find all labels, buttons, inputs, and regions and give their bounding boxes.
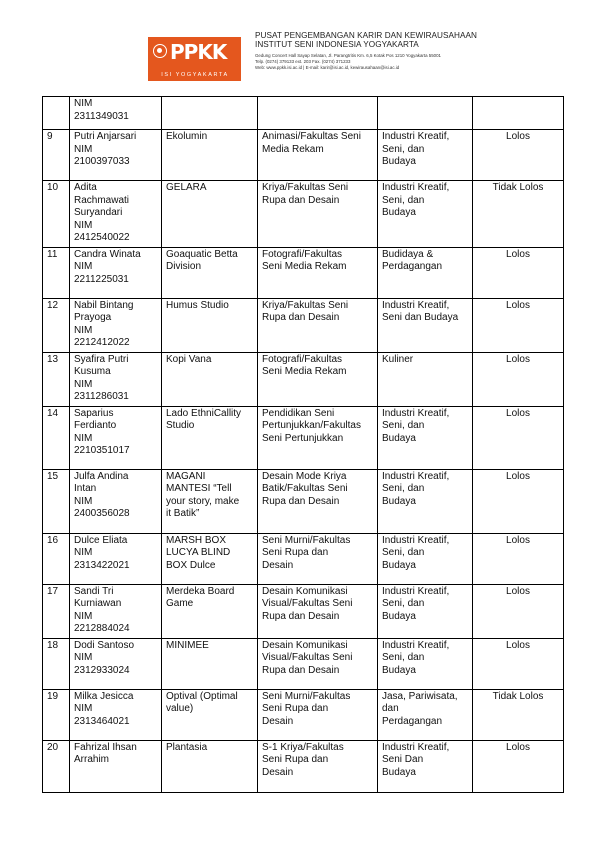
student-name-line: Saparius [74,407,114,419]
business-sector-line: Budaya [382,559,416,571]
study-program-line: Rupa dan Desain [262,312,340,323]
study-program-cell [258,469,378,533]
business-sector-cell [378,584,473,638]
student-name-line: Syafira Putri [74,353,129,365]
business-sector-line: dan [382,703,399,714]
study-program-line: Rupa dan Desain [262,194,340,206]
business-name-line: Humus Studio [166,299,229,311]
student-name-line: Kurniawan [74,598,122,609]
student-name-line: Intan [74,483,97,494]
business-sector-line: Budaya [382,610,416,622]
result-cell: Lolos [473,352,564,406]
result-cell: Tidak Lolos [473,181,564,248]
study-program-cell [258,740,378,792]
study-program-cell [258,181,378,248]
student-name-line: NIM [74,98,93,109]
row-number: 19 [43,689,70,740]
student-name-line: 2212412022 [74,337,130,348]
study-program-cell [258,406,378,469]
ppkk-logo [148,37,241,81]
result-cell: Lolos [473,533,564,584]
business-name-cell [162,689,258,740]
business-sector-line: Industri Kreatif, [382,131,450,142]
student-name-line: 2313422021 [74,559,130,571]
result-cell: Lolos [473,406,564,469]
student-name-line: NIM [74,219,93,231]
business-name-cell [162,406,258,469]
organization-block [255,31,480,71]
table-row [43,740,564,792]
business-sector-line: Budaya [382,156,416,167]
business-sector-line: Industri Kreatif, [382,534,450,546]
row-number: 10 [43,181,70,248]
student-name-line: Milka Jesicca [74,690,134,702]
business-sector-line: Budaya [382,207,416,218]
row-number: 18 [43,638,70,689]
row-number: 12 [43,298,70,352]
business-name-line: MANTESI “Tell [166,483,232,494]
business-name-line: Optival (Optimal [166,690,238,702]
study-program-line: Pertunjukkan/Fakultas [262,420,361,431]
business-name-cell [162,533,258,584]
study-program-line: Seni Rupa dan [262,547,329,558]
student-name-line: Dodi Santoso [74,639,135,651]
business-sector-line: Seni, dan [382,652,425,663]
business-sector-cell [378,247,473,298]
business-sector-line: Budidaya & [382,248,434,260]
business-name-line: Lado EthniCallity [166,407,242,419]
student-name-line: 2211225031 [74,273,129,285]
result-cell: Lolos [473,638,564,689]
study-program-line: Seni Murni/Fakultas [262,690,351,702]
business-sector-line: Industri Kreatif, [382,299,450,311]
business-name-line: value) [166,703,194,714]
student-name-cell [70,181,162,248]
business-sector-cell [378,130,473,181]
student-name-cell [70,584,162,638]
business-sector-cell [378,689,473,740]
study-program-line: Fotografi/Fakultas [262,248,343,260]
table-row [43,584,564,638]
business-sector-cell [378,533,473,584]
student-name-line: Putri Anjarsari [74,131,137,142]
business-name-line: MINIMEE [166,639,209,651]
student-name-cell [70,740,162,792]
business-name-cell [162,247,258,298]
result-cell: Lolos [473,130,564,181]
student-name-line: Fahrizal Ihsan [74,741,137,753]
row-number: 14 [43,406,70,469]
student-name-line: Julfa Andina [74,470,129,482]
study-program-line: Rupa dan Desain [262,664,340,676]
study-program-line: Animasi/Fakultas Seni [262,131,361,142]
student-name-line: Dulce Eliata [74,534,128,546]
student-name-line: NIM [74,610,93,622]
business-sector-cell [378,352,473,406]
business-name-cell [162,584,258,638]
business-name-line: it Batik” [166,508,200,519]
student-name-line: NIM [74,703,93,714]
student-name-line: Kusuma [74,366,111,377]
student-name-line: NIM [74,143,93,155]
logo-subtitle: ISI YOGYAKARTA [161,72,229,78]
row-number: 9 [43,130,70,181]
row-number: 17 [43,584,70,638]
student-name-line: Rachmawati [74,194,130,206]
business-name-line: Kopi Vana [166,353,212,365]
business-name-cell [162,638,258,689]
student-name-cell [70,406,162,469]
table-body [43,97,564,793]
letterhead [148,31,478,91]
business-name-cell [162,740,258,792]
study-program-cell [258,638,378,689]
row-number [43,97,70,130]
business-sector-cell [378,406,473,469]
student-name-line: 2400356028 [74,508,130,519]
study-program-line: Kriya/Fakultas Seni [262,299,349,311]
business-sector-line: Seni, dan [382,420,425,431]
student-name-line: Sandi Tri [74,585,114,597]
business-sector-line: Budaya [382,432,416,444]
phone-line: Telp. (0274) 379133 ext. 203 Fax. (0274) 371233 [255,58,351,64]
address-line: Gedung Concert Hall Sayap Selatan, Jl. Parangtritis Km. 6,5 Kotak Pos 1210 Yogyakarta 55001 [255,52,441,58]
result-cell: Lolos [473,584,564,638]
student-name-line: NIM [74,378,93,390]
student-name-cell [70,469,162,533]
study-program-line: S-1 Kriya/Fakultas [262,741,344,753]
business-sector-line: Perdagangan [382,261,443,272]
contact-line: Web: www.ppkk.isi.ac.id | E-mail: karir@isi.ac.id, kewirausahaan@isi.ac.id [255,64,400,70]
student-name-cell [70,130,162,181]
study-program-line: Kriya/Fakultas Seni [262,182,349,193]
student-name-line: Adita [74,182,97,193]
result-cell: Lolos [473,740,564,792]
business-name-cell [162,298,258,352]
business-sector-line: Budaya [382,766,416,778]
org-name: PUSAT PENGEMBANGAN KARIR DAN KEWIRAUSAHAAN [255,31,477,40]
business-name-line: Division [166,261,202,272]
study-program-line: Batik/Fakultas Seni [262,483,348,494]
business-sector-cell [378,181,473,248]
business-sector-line: Industri Kreatif, [382,741,450,753]
business-sector-cell [378,638,473,689]
study-program-line: Desain [262,715,294,727]
student-name-line: 2312933024 [74,664,130,676]
business-sector-line: Seni Dan [382,754,424,765]
study-program-line: Pendidikan Seni [262,407,335,419]
study-program-cell [258,97,378,130]
study-program-line: Rupa dan Desain [262,495,340,507]
student-name-cell [70,247,162,298]
student-name-cell [70,689,162,740]
table-row [43,533,564,584]
business-name-cell [162,469,258,533]
table-row [43,130,564,181]
row-number: 15 [43,469,70,533]
business-sector-line: Kuliner [382,353,414,365]
business-sector-line: Jasa, Pariwisata, [382,690,458,702]
business-name-line: Game [166,598,194,609]
business-sector-cell [378,97,473,130]
table-row [43,406,564,469]
student-name-cell [70,298,162,352]
student-name-line: Candra Winata [74,248,141,260]
business-name-line: your story, make [166,495,240,507]
institute-name: INSTITUT SENI INDONESIA YOGYAKARTA [255,40,419,50]
business-name-line: Merdeka Board [166,585,235,597]
student-name-line: 2313464021 [74,715,130,727]
study-program-line: Rupa dan Desain [262,610,340,622]
business-sector-cell [378,469,473,533]
row-number: 13 [43,352,70,406]
table-row [43,689,564,740]
result-cell [473,97,564,130]
student-name-line: Nabil Bintang [74,299,134,311]
student-name-line: 2412540022 [74,232,130,243]
student-name-line: NIM [74,652,93,663]
student-name-line: NIM [74,261,93,272]
student-name-cell [70,533,162,584]
business-sector-line: Seni dan Budaya [382,312,459,323]
study-program-line: Desain Mode Kriya [262,470,347,482]
study-program-line: Desain Komunikasi [262,639,348,651]
logo-text: PPKK [170,40,227,64]
student-name-line: NIM [74,547,93,558]
row-number: 16 [43,533,70,584]
business-sector-line: Seni, dan [382,483,425,494]
business-sector-line: Seni, dan [382,547,425,558]
business-name-cell [162,352,258,406]
table-row [43,181,564,248]
result-cell: Lolos [473,247,564,298]
study-program-cell [258,352,378,406]
study-program-cell [258,130,378,181]
study-program-line: Desain [262,559,294,571]
business-sector-cell [378,740,473,792]
student-name-line: Prayoga [74,312,112,323]
business-name-line: MARSH BOX [166,534,227,546]
institute-seal-icon [153,44,167,58]
study-program-line: Seni Murni/Fakultas [262,534,351,546]
study-program-line: Seni Media Rekam [262,261,347,272]
student-name-line: NIM [74,324,93,336]
business-sector-line: Industri Kreatif, [382,407,450,419]
result-cell: Tidak Lolos [473,689,564,740]
study-program-line: Visual/Fakultas Seni [262,652,353,663]
study-program-cell [258,584,378,638]
business-name-line: Plantasia [166,741,208,753]
business-sector-line: Seni, dan [382,143,425,155]
business-name-line: Studio [166,420,195,431]
table-row [43,469,564,533]
business-sector-line: Industri Kreatif, [382,639,450,651]
business-sector-line: Budaya [382,495,416,507]
study-program-line: Desain [262,766,294,778]
result-cell: Lolos [473,298,564,352]
table-row [43,638,564,689]
student-name-line: 2210351017 [74,445,130,456]
study-program-cell [258,298,378,352]
business-name-line: MAGANI [166,470,206,482]
business-name-line: GELARA [166,182,207,193]
row-number: 20 [43,740,70,792]
business-name-cell [162,130,258,181]
study-program-line: Seni Pertunjukkan [262,432,344,444]
student-name-cell [70,97,162,130]
business-name-line: Goaquatic Betta [166,248,238,260]
study-program-cell [258,689,378,740]
result-cell: Lolos [473,469,564,533]
student-name-line: Arrahim [74,754,110,765]
student-name-line: 2212884024 [74,623,130,634]
student-name-cell [70,638,162,689]
study-program-line: Visual/Fakultas Seni [262,598,353,609]
study-program-line: Media Rekam [262,143,324,155]
business-name-line: BOX Dulce [166,559,216,571]
business-sector-line: Industri Kreatif, [382,182,450,193]
student-name-line: 2311286031 [74,391,129,402]
business-sector-line: Seni, dan [382,598,425,609]
student-name-line: Suryandari [74,207,123,218]
student-name-line: 2100397033 [74,156,130,167]
study-program-line: Seni Rupa dan [262,754,329,765]
business-name-cell [162,181,258,248]
participant-results-table [42,96,564,793]
row-number: 11 [43,247,70,298]
business-name-line: Ekolumin [166,131,208,142]
business-sector-line: Industri Kreatif, [382,470,450,482]
table-row [43,247,564,298]
business-sector-line: Seni, dan [382,194,425,206]
study-program-line: Fotografi/Fakultas [262,353,343,365]
business-sector-line: Budaya [382,664,416,676]
business-name-cell [162,97,258,130]
business-sector-line: Perdagangan [382,715,443,727]
student-name-line: 2311349031 [74,110,129,122]
student-name-cell [70,352,162,406]
student-name-line: NIM [74,495,93,507]
table-row [43,352,564,406]
study-program-line: Seni Media Rekam [262,366,347,377]
business-name-line: LUCYA BLIND [166,547,231,558]
study-program-line: Seni Rupa dan [262,703,329,714]
study-program-line: Desain Komunikasi [262,585,348,597]
student-name-line: Ferdianto [74,420,117,431]
study-program-cell [258,533,378,584]
table-row [43,298,564,352]
table-row [43,97,564,130]
study-program-cell [258,247,378,298]
student-name-line: NIM [74,432,93,444]
business-sector-line: Industri Kreatif, [382,585,450,597]
business-sector-cell [378,298,473,352]
